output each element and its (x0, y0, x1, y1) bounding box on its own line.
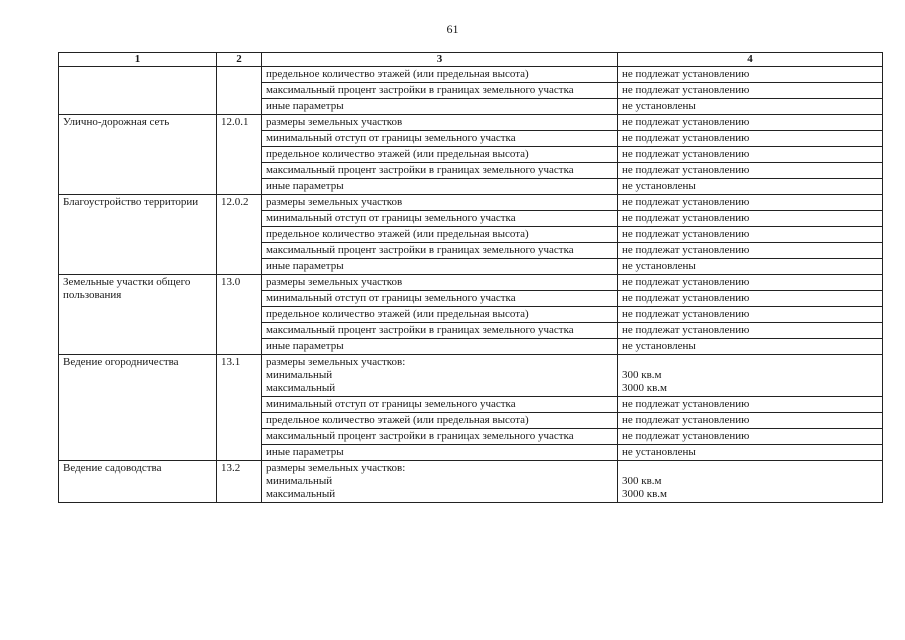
value-cell: не подлежат установлению (618, 67, 883, 83)
land-use-code-cell: 13.2 (217, 461, 262, 503)
land-use-type-cell: Улично-дорожная сеть (59, 115, 217, 195)
value-cell: не подлежат установлению (618, 195, 883, 211)
value-cell: не подлежат установлению (618, 291, 883, 307)
value-cell: 300 кв.м 3000 кв.м (618, 461, 883, 503)
parameter-cell: размеры земельных участков (262, 275, 618, 291)
land-use-code-cell: 12.0.2 (217, 195, 262, 275)
parameter-cell: максимальный процент застройки в границах земельного участка (262, 83, 618, 99)
value-cell: не подлежат установлению (618, 115, 883, 131)
column-header-4: 4 (618, 53, 883, 67)
value-cell: 300 кв.м 3000 кв.м (618, 355, 883, 397)
parameter-cell: минимальный отступ от границы земельного участка (262, 291, 618, 307)
value-cell: не подлежат установлению (618, 163, 883, 179)
land-use-code-cell (217, 67, 262, 115)
parameter-cell: предельное количество этажей (или предельная высота) (262, 227, 618, 243)
header-row (59, 53, 883, 67)
value-cell: не подлежат установлению (618, 413, 883, 429)
parameter-cell: иные параметры (262, 339, 618, 355)
table-row (59, 115, 883, 131)
parameter-cell: предельное количество этажей (или предельная высота) (262, 147, 618, 163)
parameter-cell: минимальный отступ от границы земельного участка (262, 397, 618, 413)
parameter-cell: иные параметры (262, 99, 618, 115)
value-cell: не подлежат установлению (618, 307, 883, 323)
parameter-cell: размеры земельных участков (262, 115, 618, 131)
value-cell: не подлежат установлению (618, 397, 883, 413)
value-cell: не подлежат установлению (618, 131, 883, 147)
column-header-3: 3 (262, 53, 618, 67)
table-row (59, 67, 883, 83)
parameter-cell: размеры земельных участков: минимальный максимальный (262, 461, 618, 503)
land-use-type-cell: Земельные участки общего пользования (59, 275, 217, 355)
parameter-cell: иные параметры (262, 179, 618, 195)
land-use-type-cell (59, 67, 217, 115)
value-cell: не подлежат установлению (618, 429, 883, 445)
value-cell: не подлежат установлению (618, 211, 883, 227)
value-cell: не установлены (618, 179, 883, 195)
value-cell: не подлежат установлению (618, 147, 883, 163)
value-cell: не установлены (618, 259, 883, 275)
value-cell: не подлежат установлению (618, 83, 883, 99)
table-body (59, 67, 883, 503)
value-cell: не установлены (618, 99, 883, 115)
parameter-cell: максимальный процент застройки в границах земельного участка (262, 323, 618, 339)
land-use-code-cell: 13.1 (217, 355, 262, 461)
column-header-1: 1 (59, 53, 217, 67)
parameter-cell: предельное количество этажей (или предельная высота) (262, 307, 618, 323)
page-number: 61 (446, 22, 459, 36)
value-cell: не подлежат установлению (618, 275, 883, 291)
parameter-cell: размеры земельных участков (262, 195, 618, 211)
parameter-cell: размеры земельных участков: минимальный максимальный (262, 355, 618, 397)
land-use-code-cell: 13.0 (217, 275, 262, 355)
parameter-cell: максимальный процент застройки в границах земельного участка (262, 163, 618, 179)
parameter-cell: предельное количество этажей (или предельная высота) (262, 413, 618, 429)
table-row (59, 355, 883, 397)
land-use-code-cell: 12.0.1 (217, 115, 262, 195)
parameter-cell: минимальный отступ от границы земельного участка (262, 131, 618, 147)
value-cell: не подлежат установлению (618, 227, 883, 243)
value-cell: не подлежат установлению (618, 243, 883, 259)
land-use-type-cell: Благоустройство территории (59, 195, 217, 275)
land-use-type-cell: Ведение огородничества (59, 355, 217, 461)
parameter-cell: иные параметры (262, 259, 618, 275)
parameter-cell: максимальный процент застройки в границах земельного участка (262, 243, 618, 259)
parameter-cell: предельное количество этажей (или предельная высота) (262, 67, 618, 83)
table-row (59, 275, 883, 291)
parameter-cell: максимальный процент застройки в границах земельного участка (262, 429, 618, 445)
table-row (59, 195, 883, 211)
parameter-cell: минимальный отступ от границы земельного участка (262, 211, 618, 227)
value-cell: не установлены (618, 445, 883, 461)
table-row (59, 461, 883, 503)
value-cell: не установлены (618, 339, 883, 355)
column-header-2: 2 (217, 53, 262, 67)
value-cell: не подлежат установлению (618, 323, 883, 339)
land-use-type-cell: Ведение садоводства (59, 461, 217, 503)
parameter-cell: иные параметры (262, 445, 618, 461)
zoning-parameters-table (58, 52, 883, 503)
